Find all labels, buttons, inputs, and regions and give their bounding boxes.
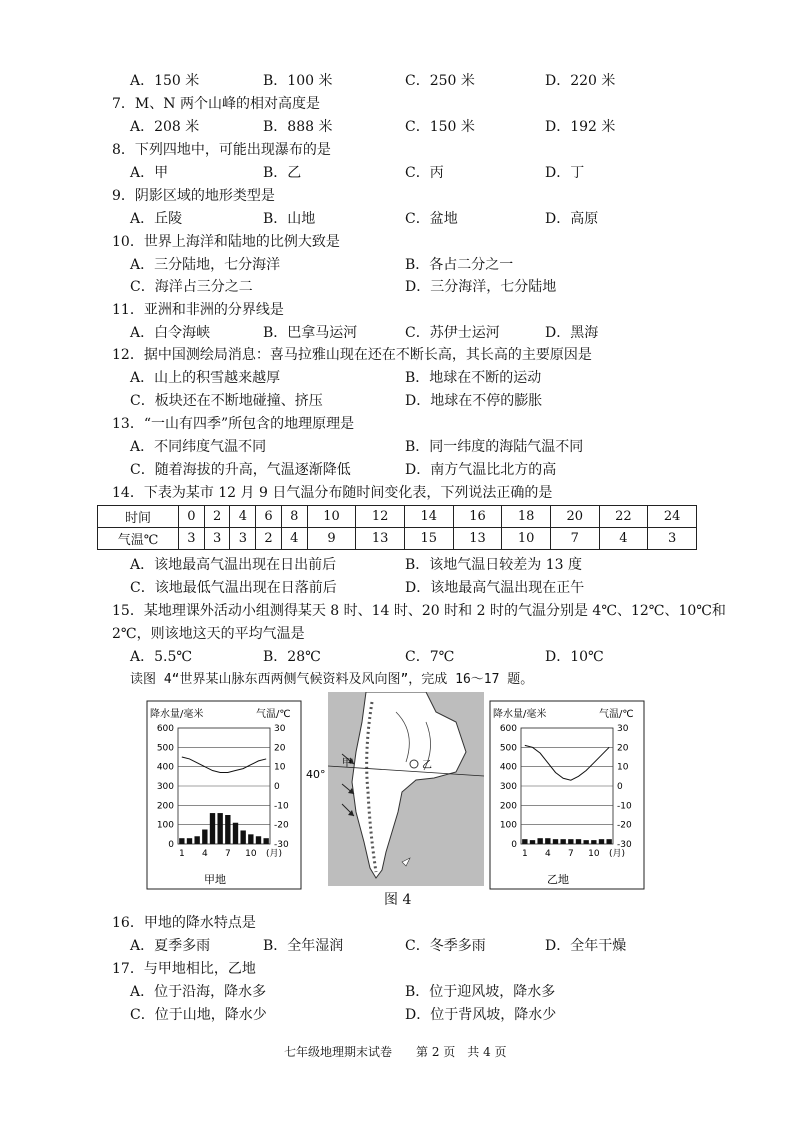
- x-tick: 4: [201, 849, 208, 859]
- table-cell: 4: [281, 528, 307, 550]
- q7-option-c: C．150 米: [405, 119, 475, 135]
- table-cell: 4: [599, 528, 648, 550]
- q10-option-a: A．三分陆地，七分海洋: [130, 257, 281, 273]
- latitude-label: 40°: [306, 768, 326, 781]
- precip-bar: [591, 840, 596, 844]
- precip-bar: [537, 838, 542, 844]
- q7-option-b: B．888 米: [263, 119, 333, 135]
- y-right-tick: 0: [274, 782, 280, 792]
- south-america-map: [306, 692, 486, 886]
- precip-bar: [599, 839, 604, 844]
- table-cell: 0: [179, 506, 205, 528]
- q14-stem: 14．下表为某市 12 月 9 日气温分布随时间变化表，下列说法正确的是: [112, 485, 553, 501]
- q14-option-b: B．该地气温日较差为 13 度: [405, 557, 583, 573]
- table-cell: 16: [453, 506, 502, 528]
- x-unit-label: (月): [266, 849, 283, 859]
- q12-option-a: A．山上的积雪越来越厚: [130, 370, 281, 386]
- y-left-tick: 600: [156, 724, 174, 734]
- figure-caption: 图 4: [384, 892, 412, 908]
- temperature-table: [97, 505, 697, 550]
- y-right-tick: -20: [617, 820, 632, 831]
- temperature-line: [182, 757, 266, 772]
- precip-bar: [530, 840, 535, 844]
- table-cell: 3: [204, 528, 230, 550]
- precip-bar: [225, 815, 230, 844]
- y-right-tick: 0: [617, 782, 623, 792]
- jia-label: 甲: [342, 758, 352, 769]
- y-left-tick: 0: [168, 840, 174, 850]
- table-row: [98, 506, 697, 528]
- x-tick: 7: [567, 849, 574, 859]
- y-left-tick: 600: [499, 724, 517, 734]
- q15-option-b: B．28℃: [263, 649, 321, 665]
- chart-name: 甲地: [204, 873, 226, 886]
- precip-bar: [606, 839, 611, 844]
- y-right-label: 气温/℃: [256, 709, 291, 720]
- q17-option-d: D．位于背风坡，降水少: [405, 1007, 557, 1023]
- table-cell: 24: [648, 506, 697, 528]
- precip-bar: [202, 830, 207, 845]
- y-left-label: 降水量/毫米: [150, 709, 204, 720]
- precip-bar: [256, 836, 261, 844]
- q11-option-b: B．巴拿马运河: [263, 325, 358, 341]
- q17-option-a: A．位于沿海，降水多: [130, 984, 267, 1000]
- q10-option-d: D．三分海洋，七分陆地: [405, 279, 557, 295]
- q16-stem: 16．甲地的降水特点是: [112, 915, 256, 931]
- table-cell: 14: [404, 506, 453, 528]
- x-tick: 10: [588, 849, 600, 859]
- plot-area: [500, 724, 632, 859]
- precip-bar: [194, 836, 199, 844]
- y-left-tick: 200: [156, 801, 174, 812]
- table-cell: 22: [599, 506, 648, 528]
- precip-bar: [553, 839, 558, 844]
- y-right-tick: -10: [274, 801, 289, 812]
- table-cell: 10: [307, 506, 356, 528]
- y-right-tick: 20: [274, 743, 286, 754]
- page-footer: 七年级地理期末试卷 第 2 页 共 4 页: [284, 1045, 507, 1059]
- precip-bar: [248, 834, 253, 844]
- y-left-tick: 300: [499, 782, 517, 792]
- q9-option-a: A．丘陵: [130, 211, 183, 227]
- q17-option-b: B．位于迎风坡，降水多: [405, 984, 556, 1000]
- precip-bar: [560, 839, 565, 844]
- table-cell: 13: [356, 528, 405, 550]
- y-right-tick: 30: [617, 724, 629, 734]
- q9-stem: 9．阴影区域的地形类型是: [112, 188, 275, 204]
- q17-option-c: C．位于山地，降水少: [130, 1007, 267, 1023]
- y-left-tick: 300: [156, 782, 174, 792]
- y-right-tick: 30: [274, 724, 286, 734]
- q10-stem: 10．世界上海洋和陆地的比例大致是: [112, 234, 340, 250]
- q12-option-b: B．地球在不断的运动: [405, 370, 542, 386]
- table-cell: 13: [453, 528, 502, 550]
- q11-stem: 11．亚洲和非洲的分界线是: [112, 302, 284, 318]
- precip-bar: [568, 839, 573, 844]
- y-right-tick: -20: [274, 820, 289, 831]
- table-cell: 6: [256, 506, 282, 528]
- q16-option-b: B．全年湿润: [263, 938, 344, 954]
- x-tick: 4: [544, 849, 551, 859]
- table-cell: 4: [230, 506, 256, 528]
- table-cell: 3: [648, 528, 697, 550]
- q14-option-a: A．该地最高气温出现在日出前后: [130, 557, 337, 573]
- y-right-tick: 10: [274, 762, 286, 773]
- table-header-temp: 气温℃: [98, 528, 179, 550]
- q8-option-b: B．乙: [263, 165, 302, 181]
- q13-option-d: D．南方气温比北方的高: [405, 462, 557, 478]
- y-left-tick: 100: [156, 820, 174, 831]
- q16-option-a: A．夏季多雨: [130, 938, 211, 954]
- y-right-tick: -30: [617, 840, 632, 850]
- y-left-tick: 0: [511, 840, 517, 850]
- x-unit-label: (月): [609, 849, 626, 859]
- q6-option-b: B．100 米: [263, 73, 333, 89]
- table-cell: 2: [204, 506, 230, 528]
- q11-option-a: A．白令海峡: [130, 325, 211, 341]
- q13-option-b: B．同一纬度的海陆气温不同: [405, 439, 584, 455]
- y-right-tick: 10: [617, 762, 629, 773]
- precip-bar: [217, 813, 222, 844]
- y-left-label: 降水量/毫米: [493, 709, 547, 720]
- table-cell: 15: [404, 528, 453, 550]
- precip-bar: [583, 840, 588, 844]
- y-left-tick: 500: [156, 743, 174, 754]
- precip-bar: [233, 823, 238, 844]
- table-cell: 9: [307, 528, 356, 550]
- y-right-label: 气温/℃: [599, 709, 634, 720]
- q8-option-d: D．丁: [545, 165, 585, 181]
- q6-option-d: D．220 米: [545, 73, 616, 89]
- q13-option-a: A．不同纬度气温不同: [130, 439, 267, 455]
- precip-bar: [240, 830, 245, 844]
- q15-option-d: D．10℃: [545, 649, 604, 665]
- intro-16-17: 读图 4“世界某山脉东西两侧气候资料及风向图”，完成 16～17 题。: [130, 672, 534, 687]
- q15-option-c: C．7℃: [405, 649, 455, 665]
- q16-option-c: C．冬季多雨: [405, 938, 486, 954]
- climate-chart-yi: [489, 700, 645, 890]
- x-tick: 1: [521, 849, 528, 859]
- y-left-tick: 100: [499, 820, 517, 831]
- table-cell: 7: [550, 528, 599, 550]
- table-row: [98, 528, 697, 550]
- q7-option-a: A．208 米: [130, 119, 200, 135]
- q14-option-d: D．该地最高气温出现在正午: [405, 580, 585, 596]
- q10-option-c: C．海洋占三分之二: [130, 279, 253, 295]
- y-left-tick: 400: [156, 762, 174, 773]
- q15-stem-line1: 15．某地理课外活动小组测得某天 8 时、14 时、20 时和 2 时的气温分别是 4℃、12℃、10℃和: [112, 603, 726, 619]
- climate-chart-jia: [146, 700, 302, 890]
- table-cell: 12: [356, 506, 405, 528]
- y-left-tick: 400: [499, 762, 517, 773]
- q14-option-c: C．该地最低气温出现在日落前后: [130, 580, 337, 596]
- q13-stem: 13．“一山有四季”所包含的地理原理是: [112, 416, 355, 432]
- q7-stem: 7．M、N 两个山峰的相对高度是: [112, 96, 320, 112]
- precip-bar: [179, 838, 184, 844]
- table-cell: 8: [281, 506, 307, 528]
- q12-stem: 12．据中国测绘局消息：喜马拉雅山现在还在不断长高，其长高的主要原因是: [112, 347, 592, 363]
- table-cell: 2: [256, 528, 282, 550]
- precip-bar: [545, 838, 550, 844]
- y-right-tick: 20: [617, 743, 629, 754]
- table-cell: 18: [502, 506, 551, 528]
- precip-bar: [187, 838, 192, 844]
- q16-option-d: D．全年干燥: [545, 938, 627, 954]
- y-left-tick: 500: [499, 743, 517, 754]
- q6-option-c: C．250 米: [405, 73, 475, 89]
- q9-option-d: D．高原: [545, 211, 599, 227]
- q13-option-c: C．随着海拔的升高，气温逐渐降低: [130, 462, 351, 478]
- plot-area: [157, 724, 289, 859]
- q15-stem-line2: 2℃，则该地这天的平均气温是: [112, 626, 305, 642]
- precip-bar: [522, 839, 527, 844]
- q8-option-a: A．甲: [130, 165, 169, 181]
- q8-option-c: C．丙: [405, 165, 444, 181]
- temperature-line: [525, 745, 609, 780]
- precip-bar: [263, 838, 268, 844]
- x-tick: 7: [224, 849, 231, 859]
- table-cell: 3: [230, 528, 256, 550]
- yi-label: 乙: [422, 760, 432, 771]
- precip-bar: [576, 839, 581, 844]
- q9-option-b: B．山地: [263, 211, 316, 227]
- table-cell: 3: [179, 528, 205, 550]
- q10-option-b: B．各占二分之一: [405, 257, 514, 273]
- q17-stem: 17．与甲地相比，乙地: [112, 961, 256, 977]
- chart-name: 乙地: [547, 873, 569, 886]
- y-left-tick: 200: [499, 801, 517, 812]
- table-cell: 10: [502, 528, 551, 550]
- q8-stem: 8．下列四地中，可能出现瀑布的是: [112, 142, 331, 158]
- table-header-time: 时间: [98, 506, 179, 528]
- q9-option-c: C．盆地: [405, 211, 458, 227]
- q15-option-a: A．5.5℃: [130, 649, 193, 665]
- q7-option-d: D．192 米: [545, 119, 616, 135]
- x-tick: 10: [245, 849, 257, 859]
- q6-option-a: A．150 米: [130, 73, 200, 89]
- y-right-tick: -10: [617, 801, 632, 812]
- table-cell: 20: [550, 506, 599, 528]
- precip-bar: [210, 813, 215, 844]
- q12-option-c: C．板块还在不断地碰撞、挤压: [130, 393, 323, 409]
- y-right-tick: -30: [274, 840, 289, 850]
- x-tick: 1: [178, 849, 185, 859]
- q12-option-d: D．地球在不停的膨胀: [405, 393, 543, 409]
- q11-option-c: C．苏伊士运河: [405, 325, 500, 341]
- q11-option-d: D．黑海: [545, 325, 599, 341]
